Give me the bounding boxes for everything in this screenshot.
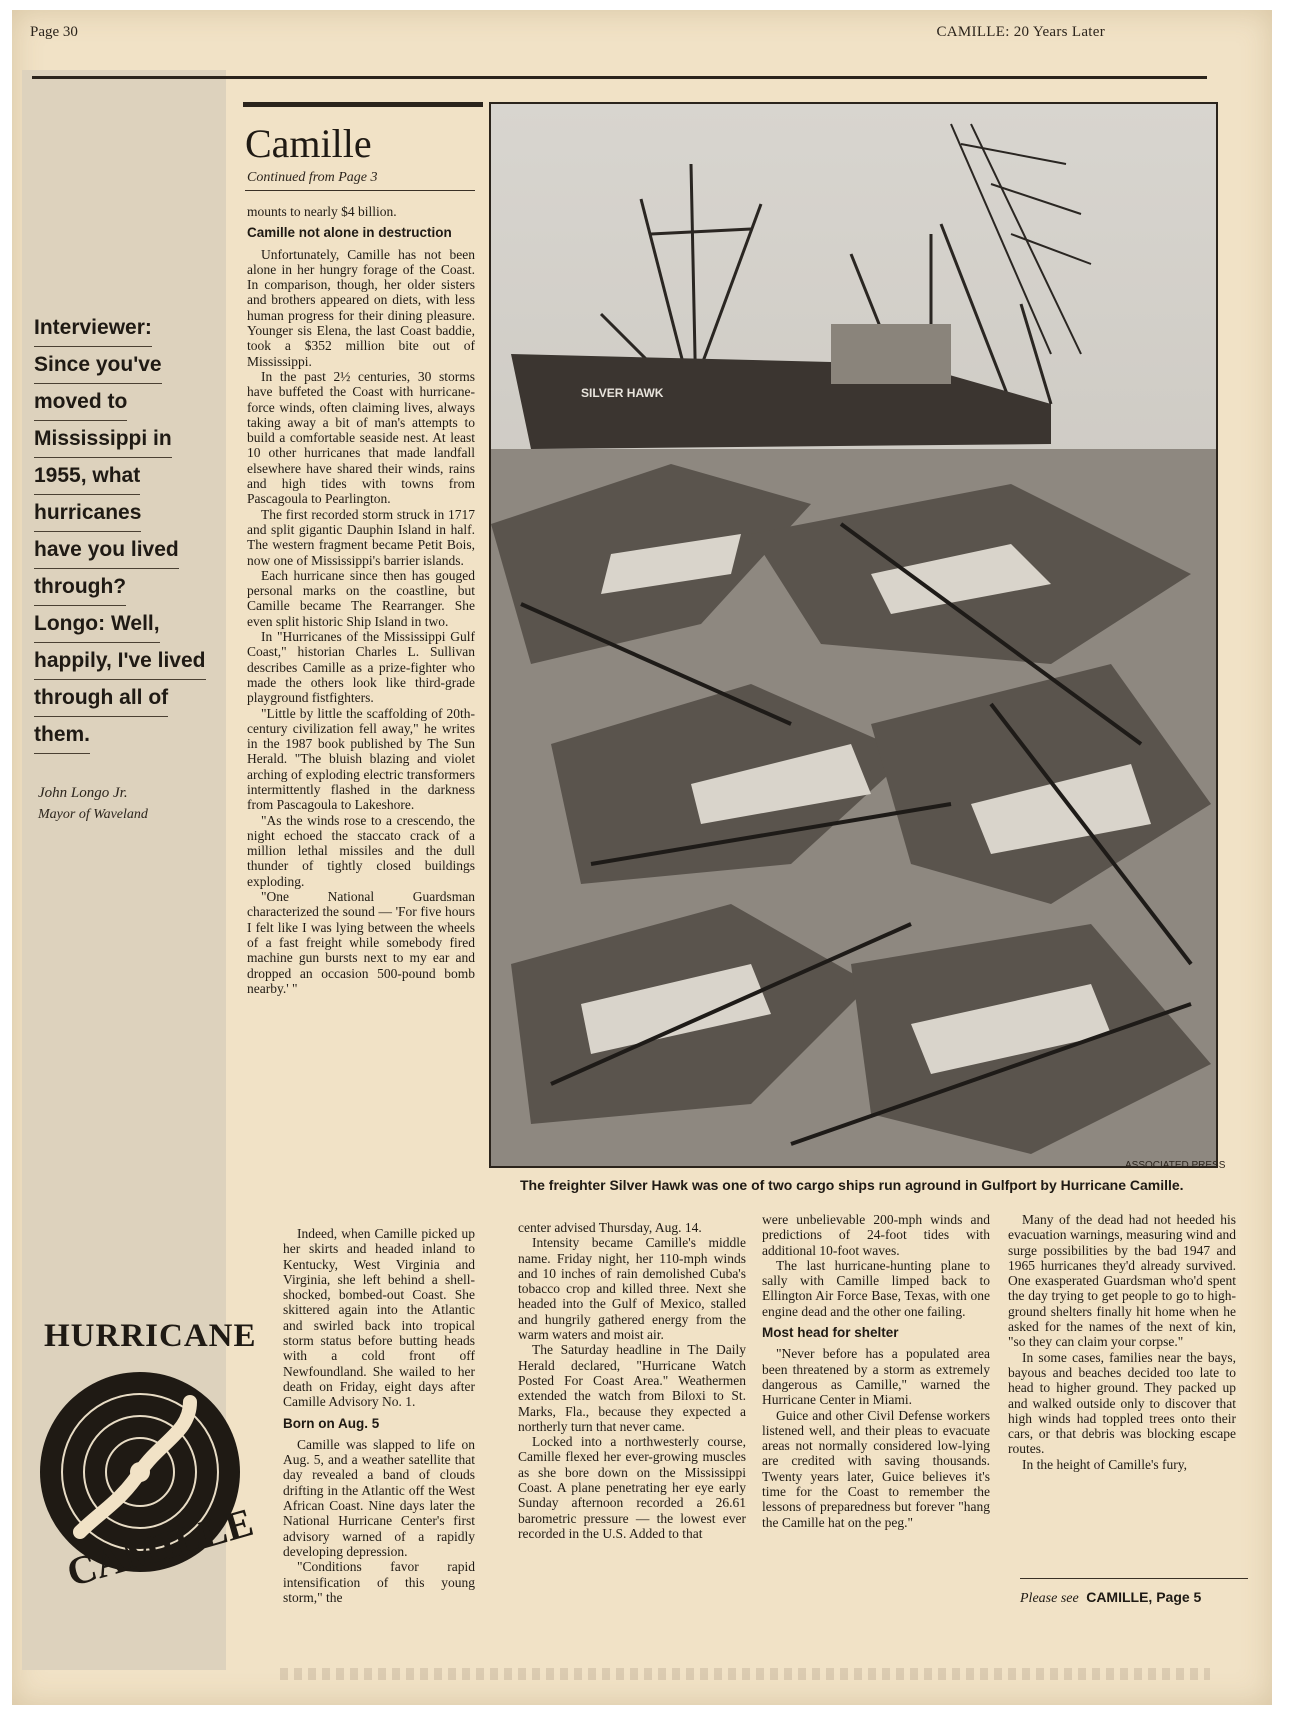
paragraph: Unfortunately, Camille has not been alone in her hungry forage of the Coast. In comparison, though, her older sisters and brothers appeared on diets, with less human progress for their dining pleasure. Younger sis Elena, the last Coast baddie, took a $352 million bite out of Mississippi. [247, 246, 475, 369]
article-headline: Camille [245, 121, 372, 166]
photo-caption: The freighter Silver Hawk was one of two cargo ships run aground in Gulfport by Hurricane Camille. [520, 1177, 1184, 1193]
article-column-2 [518, 1220, 746, 1541]
paragraph: In some cases, families near the bays, bayous and beaches decided too late to head to higher ground. They packed up and walked outside only to discover that high winds had toppled trees onto their cars, or that debris was blocking escape routes. [1008, 1349, 1236, 1457]
paragraph: The Saturday headline in The Daily Herald declared, "Hurricane Watch Posted For Coast Area." Weathermen extended the watch from Biloxi to St. Marks, Fla., because they expected a northerly turn that never came. [518, 1342, 746, 1434]
paragraph: In "Hurricanes of the Mississippi Gulf Coast," historian Charles L. Sullivan describes Camille as a prize-fighter who made the others look like third-grade playground fistfighters. [247, 629, 475, 706]
column-rule [243, 102, 483, 107]
continued-on [1020, 1578, 1248, 1607]
paragraph: In the past 2½ centuries, 30 storms have buffeted the Coast with hurricane-force winds, often claiming lives, always taking away a bit of man's attempts to build a comfortable seaside nest. At least 10 other hurricanes that made landfall elsewhere have shared their winds, rains and high tides with towns from Pascagoula to Pearlington. [247, 368, 475, 507]
continued-target: CAMILLE, Page 5 [1086, 1589, 1202, 1605]
paragraph: Indeed, when Camille picked up her skirts and headed inland to Kentucky, West Virginia and Virginia, she left behind a shell-shocked, bombed-out Coast. She skittered again into the Atlantic and swirled back into tropical storm status before butting heads with a cold front off Newfoundland. She wailed to her death on Friday, eight days after Camille Advisory No. 1. [283, 1226, 475, 1410]
paragraph: Each hurricane since then has gouged personal marks on the coastline, but Camille became The Rearranger. She even split historic Ship Island in two. [247, 567, 475, 629]
pull-quote-line: through? [34, 569, 126, 606]
pull-quote-line: have you lived [34, 532, 179, 569]
paragraph: "Conditions favor rapid intensification of this young storm," the [283, 1559, 475, 1605]
page-number: Page 30 [30, 24, 78, 40]
continued-prefix: Please see [1020, 1591, 1079, 1606]
bleed-through-text [280, 1668, 1210, 1680]
pull-quote-line: 1955, what [34, 458, 140, 495]
headline-rule [245, 190, 475, 191]
paragraph: Guice and other Civil Defense workers listened well, and their pleas to evacuate areas not normally considered low-lying are credited with saving thousands. Twenty years later, Guice believes it's time for the Coast to remember the lessons of preparedness but forever "hang the Camille hat on the peg." [762, 1407, 990, 1530]
news-photo [489, 102, 1218, 1168]
paragraph: Locked into a northwesterly course, Camille flexed her ever-growing muscles as she bore down on the Mississippi Coast. A plane penetrating her eye early Sunday afternoon recorded a 26.61 barometric pressure — the lowest ever recorded in the U.S. Added to that [518, 1434, 746, 1541]
pull-quote [34, 310, 224, 754]
ship-wreckage-image [491, 104, 1216, 1166]
article-column-3 [762, 1212, 990, 1530]
paragraph: The first recorded storm struck in 1717 and split gigantic Dauphin Island in half. The western fragment became Petit Bois, now one of Mississippi's barrier islands. [247, 506, 475, 568]
pull-quote-line: through all of [34, 680, 168, 717]
subheading: Born on Aug. 5 [283, 1415, 380, 1431]
paragraph: Intensity became Camille's middle name. Friday night, her 110-mph winds and 10 inches of rain demolished Cuba's tobacco crop and killed three. Next she headed into the Gulf of Mexico, stalled and hungrily gathered energy from the warm waters and moist air. [518, 1235, 746, 1343]
paragraph: mounts to nearly $4 billion. [247, 204, 397, 219]
logo-bottom-text: CAMILLE [61, 1499, 258, 1596]
paragraph: "As the winds rose to a crescendo, the night echoed the staccato crack of a million lethal missiles and the dull thunder of tightly closed buildings exploding. [247, 812, 475, 889]
pull-quote-line: moved to [34, 384, 127, 421]
attribution-name: John Longo Jr. [38, 785, 128, 801]
header-rule [32, 76, 1207, 79]
article-column-4 [1008, 1212, 1236, 1472]
paragraph: The last hurricane-hunting plane to sally with Camille limped back to Ellington Air Force Base, Texas, with one engine dead and the other one failing. [762, 1257, 990, 1319]
paragraph: center advised Thursday, Aug. 14. [518, 1220, 702, 1235]
paragraph: "Little by little the scaffolding of 20th-century civilization fell away," he writes in the 1987 book published by The Sun Herald. "The bluish blazing and violet arching of exploding electric transformers intermittently flashed in the darkness from Pascagoula to Lakeshore. [247, 705, 475, 813]
pull-quote-line: Interviewer: [34, 310, 152, 347]
hurricane-camille-logo [40, 1318, 260, 1648]
pull-quote-line: happily, I've lived [34, 643, 206, 680]
subheading: Most head for shelter [762, 1325, 899, 1341]
subheading: Camille not alone in destruction [247, 225, 452, 241]
pull-quote-line: Longo: Well, [34, 606, 160, 643]
paragraph: Many of the dead had not heeded his evacuation warnings, measuring wind and surge possibilities by the bad 1947 and 1965 hurricanes they'd already survived. One exasperated Guardsman who'd spent the day trying to get people to go to high-ground shelters finally hit home when he asked for the names of the next of kin, "so they can claim your corpse." [1008, 1212, 1236, 1350]
logo-top-text: HURRICANE [44, 1318, 257, 1354]
photo-credit: ASSOCIATED PRESS [1125, 1160, 1226, 1171]
pull-quote-line: hurricanes [34, 495, 141, 532]
attribution-title: Mayor of Waveland [38, 807, 148, 822]
continued-from: Continued from Page 3 [247, 170, 378, 185]
ship-name-text: SILVER HAWK [581, 386, 664, 400]
paragraph: "One National Guardsman characterized the sound — 'For five hours I felt like I was lying between the wheels of a fast freight while somebody fired machine gun bursts next to my ear and dropped an occasion 500-pound bomb nearby.' " [247, 889, 475, 996]
quote-attribution [38, 782, 148, 826]
pull-quote-line: them. [34, 717, 90, 754]
article-column-1 [247, 204, 475, 996]
pull-quote-line: Since you've [34, 347, 162, 384]
article-column-1-continued [283, 1226, 475, 1605]
section-header: CAMILLE: 20 Years Later [936, 24, 1105, 40]
paragraph: In the height of Camille's fury, [1022, 1456, 1188, 1472]
paragraph: were unbelievable 200-mph winds and predictions of 24-foot tides with additional 10-foot waves. [762, 1212, 990, 1258]
paragraph: Camille was slapped to life on Aug. 5, and a weather satellite that day revealed a band of clouds drifting in the Atlantic off the West African Coast. Nine days later the National Hurricane Center's first advisory warned of a rapidly developing depression. [283, 1436, 475, 1559]
paragraph: "Never before has a populated area been threatened by a storm as extremely dangerous as Camille," warned the Hurricane Center in Miami. [762, 1346, 990, 1408]
pull-quote-line: Mississippi in [34, 421, 172, 458]
